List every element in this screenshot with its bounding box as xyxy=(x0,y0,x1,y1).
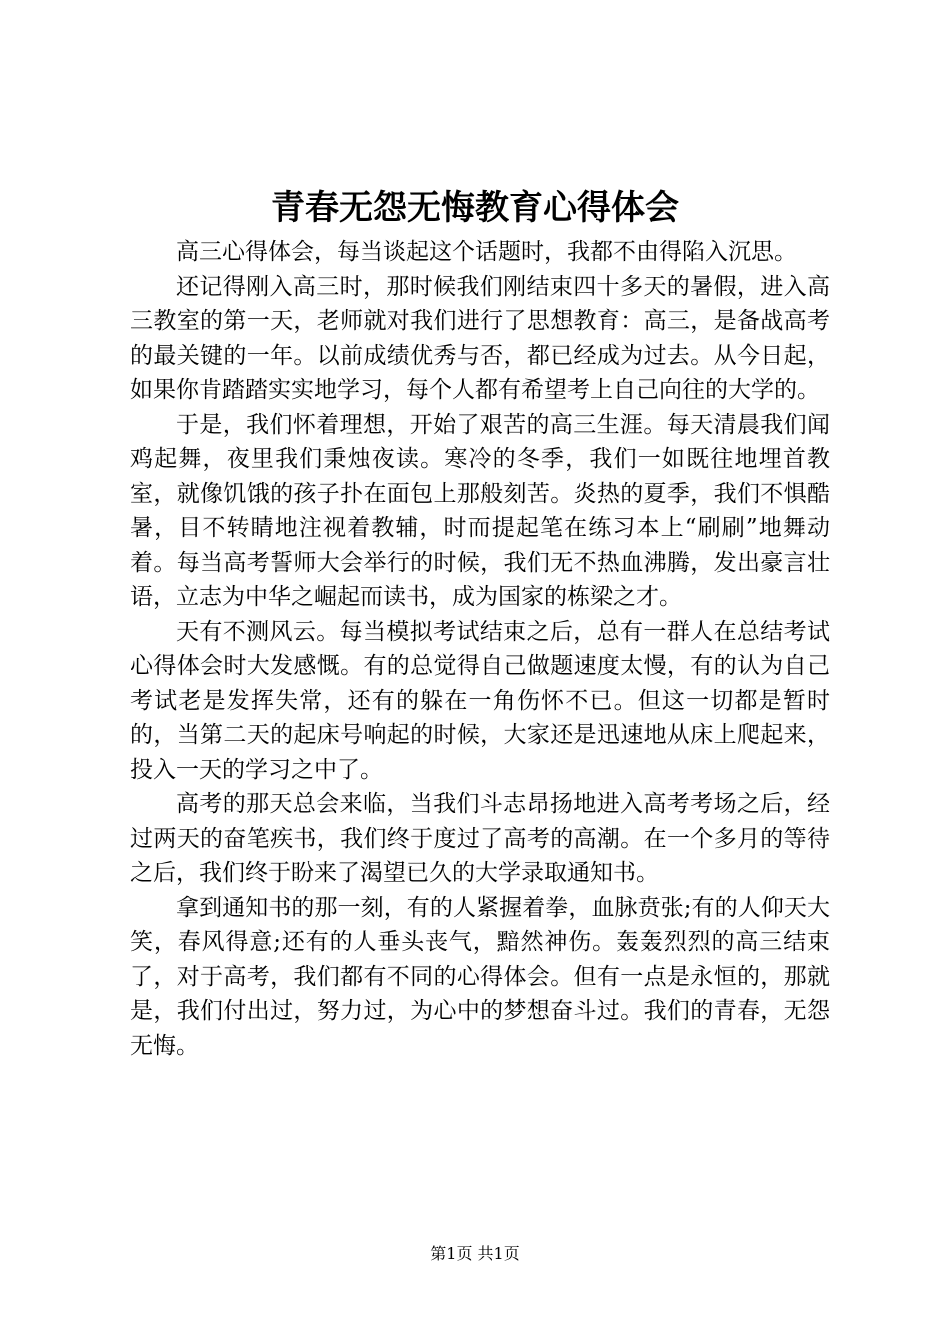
paragraph-5: 高考的那天总会来临，当我们斗志昂扬地进入高考考场之后，经过两天的奋笔疾书，我们终于度过了高考的高潮。在一个多月的等待之后，我们终于盼来了渴望已久的大学录取通知书。 xyxy=(130,791,830,886)
paragraph-1: 高三心得体会，每当谈起这个话题时，我都不由得陷入沉思。 xyxy=(176,239,797,265)
paragraph-6: 拿到通知书的那一刻，有的人紧握着拳，血脉贲张;有的人仰天大笑，春风得意;还有的人垂头丧气，黯然神伤。轰轰烈烈的高三结束了，对于高考，我们都有不同的心得体会。但有一点是永恒的，那就是，我们付出过，努力过，为心中的梦想奋斗过。我们的青春，无怨无悔。 xyxy=(130,894,830,1059)
document-body xyxy=(130,235,830,1063)
paragraph-3: 于是，我们怀着理想，开始了艰苦的高三生涯。每天清晨我们闻鸡起舞，夜里我们秉烛夜读。寒冷的冬季，我们一如既往地埋首教室，就像饥饿的孩子扑在面包上那般刻苦。炎热的夏季，我们不惧酷暑，目不转睛地注视着教辅，时而提起笔在练习本上“刷刷”地舞动着。每当高考誓师大会举行的时候，我们无不热血沸腾，发出豪言壮语，立志为中华之崛起而读书，成为国家的栋梁之才。 xyxy=(130,411,830,610)
page-footer: 第1页 共1页 xyxy=(430,1244,520,1263)
paragraph-4: 天有不测风云。每当模拟考试结束之后，总有一群人在总结考试心得体会时大发感慨。有的总觉得自己做题速度太慢，有的认为自己考试老是发挥失常，还有的躲在一角伤怀不已。但这一切都是暂时的，当第二天的起床号响起的时候，大家还是迅速地从床上爬起来，投入一天的学习之中了。 xyxy=(130,618,830,783)
paragraph-2: 还记得刚入高三时，那时候我们刚结束四十多天的暑假，进入高三教室的第一天，老师就对我们进行了思想教育：高三，是备战高考的最关键的一年。以前成绩优秀与否，都已经成为过去。从今日起，如果你肯踏踏实实地学习，每个人都有希望考上自己向往的大学的。 xyxy=(130,273,830,403)
document-title: 青春无怨无悔教育心得体会 xyxy=(271,188,679,228)
